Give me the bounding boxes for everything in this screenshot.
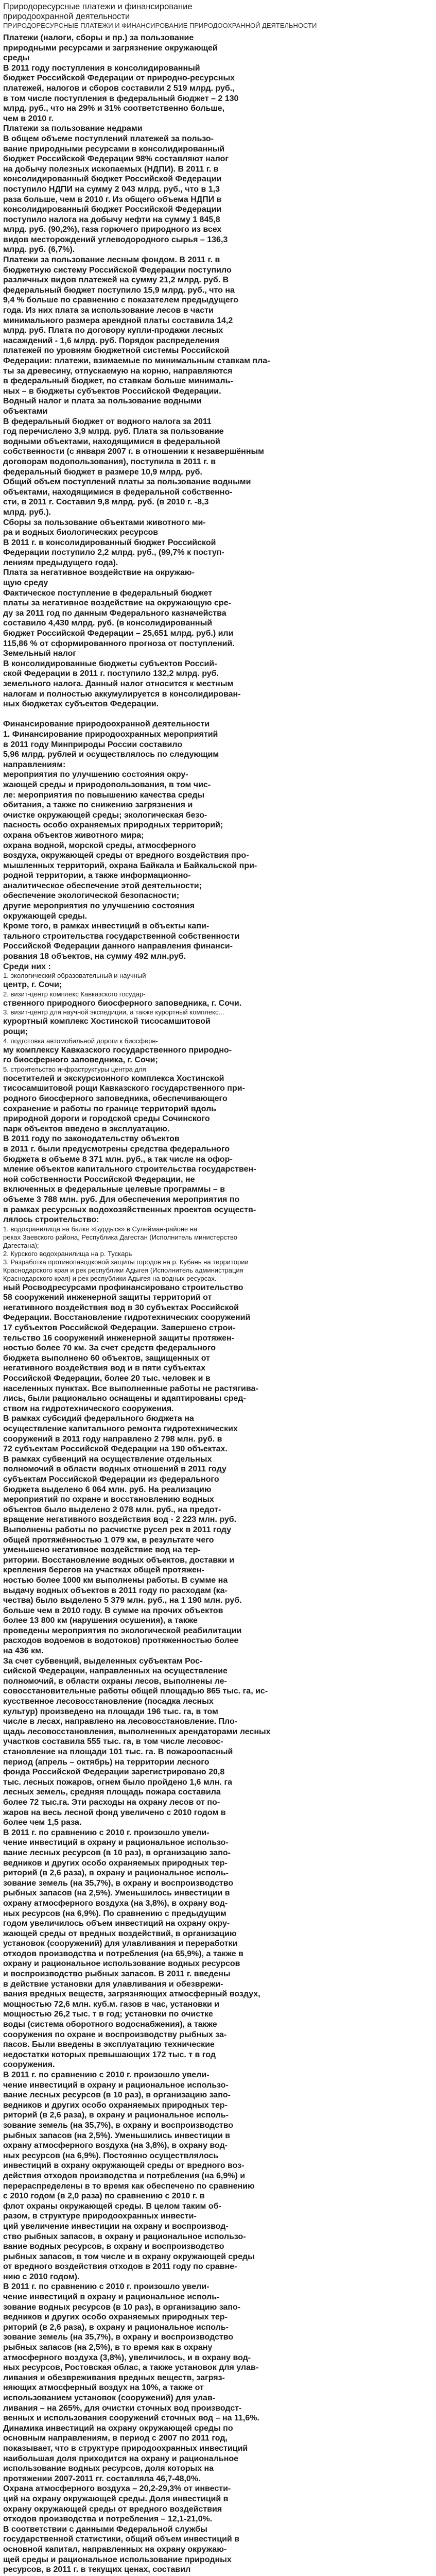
text-block: ный Росводресурсами профинансировано строительство 58 сооружений инженерной защиты территорий от негативного воздействия вод в 30 субъектах Российской Федерации. Восстановление гидротехнических сооружений 17 субъектов Российской Федерации. Завершено строи- тельство 16 сооружений инженерной защиты протяжен- ностью более 70 км. За счет средств федерального бюджета выполнено 60 объектов, защищенных от негативного воздействия вод и в пяти субъектах Российской Федерации, более 20 тыс. человек и в населенных пунктах. Все выполненные работы не растягива- лись, были рационально оснащены и адаптированы сред- ством на гидротехнического сооружения. В рамках субсидий федерального бюджета на осуществление капитального ремонта гидротехнических сооружений в 2011 году направлено 2 798 млн. руб. в 72 субъектам Российской Федерации на 190 объектах. В рамках субвенций на осуществление отдельных полномочий в области водных отношений в 2011 году субъектам Российской Федерации из федерального бюджета выделено 6 064 млн. руб. На реализацию мероприятий по охране и восстановлению водных объектов было выделено 2 078 млн. руб., на предот- вращение негативного воздействия вод - 2 223 млн. руб. Выполнены работы по расчистке русел рек в 2011 году общей протяжённостью 1 079 км, в результате чего уменьшено негативное воздействие вод на тер- ритории. Восстановление водных объектов, доставки и крепления берегов на участках общей протяжен- ностью более 1000 км выполнены работы. В сумме на выдачу водных объектов в 2011 году по расходам (ка- чества) было выделено 5 379 млн. руб., на 1 190 млн. руб. больше чем в 2010 году. В сумме на прочих объектов более 13 800 км (нарушения осушения), а также проведены мероприятия по экологической реабилитации расходов водоемов в водотоков) протяженностью более на 436 км. За счет субвенций, выделенных субъектам Рос- сийской Федерации, направленных на осуществление полномочий, в области охраны лесов, выполнены ле- совосстановительные работы общей площадью 865 тыс. га, ис- кусственное лесовосстановление (посадка лесных культур) произведено на площади 196 тыс. га, в том числе в лесах, направлено на лесовосстановление. Пло- щадь лесовосстановления, выполненных арендаторами лесных участков составила 555 тыс. га, в том числе лесовос- становление на площади 101 тыс. га. В пожароопасный период (апрель – октябрь) на территории лесного фонда Российской Федерации зарегистрировано 20,8 тыс. лесных пожаров, огнем было пройдено 1,6 млн. га лесных земель, средняя площадь пожара составила более 72 тыс.га. Эти расходы на охрану лесов от по- жаров на весь лесной фонд увеличено с 2010 годом в более чем 1,5 раза. В 2011 г. по сравнению с 2010 г. произошло увели- чение инвестиций в охрану и рациональное использо- вание лесных ресурсов (в 10 раз), в организацию запо- ведников и других особо охраняемых природных тер- риторий (в 2,6 раза), в охрану и рациональное исполь- зование земель (на 35,7%), в охрану и воспроизводство рыбных запасов (на 2,5%). Уменьшилось инвестиции в охрану атмосферного воздуха (на 3,8%), в охрану вод- ных ресурсов (на 6,9%). По сравнению с предыдущим годом увеличилось объем инвестиций на охрану окру- жающей среды от вредных воздействий, в организацию установок (сооружений) для улавливания и переработки отходов производства и потребления (на 65,9%), а также в охрану и рациональное использование водных ресурсов и воспроизводство рыбных запасов. В 2011 г. введены в действие установки для улавливания и обезврежи- вания вредных веществ, загрязняющих атмосферный воздух, мощностью 72,6 млн. куб.м. газов в час, установки и мощностью 26,2 тыс. т в год; установки по очистке воды (система оборотного водоснабжения), а также сооружения по охране и воспроизводству рыбных за- пасов. Были введены в эксплуатацию технические недостатки которых превышающих 172 тыс. т в год сооружения. В 2011 г. по сравнению с 2010 г. произошло увели- чение инвестиций в охрану и рациональное использо- вание лесных ресурсов (в 10 раз), в организацию запо- ведников и других особо охраняемых природных тер- риторий (в 2,6 раза), в охрану и рациональное исполь- зование земель (на 35,7%), в охрану и воспроизводство рыбных запасов (на 2,5%). Уменьшились инвестиции в охрану атмосферного воздуха (на 3,8%), в охрану вод- ных ресурсов (на 6,9%). Постоянно осуществлялось инвестиций в охрану окружающей среды от вредного воз- действия отходов производства и потребления (на 6,9%) и перераспределены в то время как обеспечено по сравнению с 2010 годом (в 2,0 раза) по сравнению с 2010 г. в флот охраны окружающей среды. В целом таким об- разом, в структуре природоохранных инвести- ций увеличение инвестиции на охрану и воспроизвод- ство рыбных запасов, в охрану и рациональное использо- вание водных ресурсов, в охрану и воспроизводство рыбных запасов, в том числе и в охрану окружающей среды от вредного воздействия отходов в 2011 году по сравне- нию с 2010 годом). В 2011 г. по сравнению с 2010 г. произошло увели- чение инвестиций в охрану и рациональное исполь- зование водных ресурсов (в 10 раз), в организацию запо- ведников и других особо охраняемых природных тер- риторий (в 2,6 раза), в охрану и рациональное исполь- зование земель (на 35,7%), в охрану и воспроизводство рыбных запасов (на 2,5%), в то время как в охрану атмосферного воздуха (3,8%), увеличилось, и в охрану вод- ных ресурсов, Ростовская облас, а также установок для улав- ливания и обезвреживания вредных веществ, загряз- няющих атмосферный воздух на 10%, а также от использованием установок (сооружений) для улав- ливания – на 265%, для очистки сточных вод производст- венных и использования сооружений сточных вод – на 11,6%. Динамика инвестиций на охрану окружающей среды по основным направлениям, в период с 2007 по 2011 год, показывает, что в структуре природоохранных инвестиций наибольшая доля приходится на охрану и рациональное использование водных ресурсов, доля которых на протяжении 2007-2011 гг. составляла 46,7-48,0%. Охрана атмосферного воздуха – 20,2-29,3% от инвести- ций на охрану окружающей среды. Доля инвестиций в охрану окружающей среды от вредного воздействия отходов производства и потребления – 12,1-21,0%. В соответствии с данными Федеральной службы государственной статистики, общий объем инвестиций в основной капитал, направленных на охрану окружаю- щей среды и рациональное использование природных ресурсов, в 2011 г. в текущих ценах, составил xyxy=(3,1283,271,2574)
document-subtitle: ПРИРОДОРЕСУРСНЫЕ ПЛАТЕЖИ И ФИНАНСИРОВАНИЕ ПРИРОДООХРАННОЙ ДЕЯТЕЛЬНОСТИ xyxy=(3,22,317,29)
text-block: Платежи (налоги, сборы и пр.) за пользование природными ресурсами и загрязнение окружающей среды В 2011 году поступления в консолидированный бюджет Российской Федерации от природно-ресурсных платежей, налогов и сборов составили 2 519 млрд. руб., в том числе поступления в федеральный бюджет – 2 130 млрд. руб., что на 29% и 31% соответственно больше, чем в 2010 г. Платежи за пользование недрами В общем объеме поступлений платежей за пользо- вание природными ресурсами в консолидированный бюджет Российской Федерации 98% составляют налог на добычу полезных ископаемых (НДПИ). В 2011 г. в консолидированный бюджет Российской Федерации поступило НДПИ на сумму 2 043 млрд. руб., что в 1,3 раза больше, чем в 2010 г. Из общего объема НДПИ в консолидированный бюджет Российской Федерации поступило налога на добычу нефти на сумму 1 845,8 млрд. руб. (90,2%), газа горючего природного из всех видов месторождений углеводородного сырья – 136,3 млрд. руб. (6,7%). Платежи за пользование лесным фондом. В 2011 г. в бюджетную систему Российской Федерации поступило различных видов платежей на сумму 21,2 млрд. руб. В федеральный бюджет поступило 15,9 млрд. руб., что на 9,4 % больше по сравнению с показателем предыдущего года. Из них плата за использование лесов в части минимального размера арендной платы составила 14,2 млрд. руб. Плата по договору купли-продажи лесных насаждений - 1,6 млрд. руб. Порядок распределения платежей по уровням бюджетной системы Российской Федерации: платежи, взимаемые по минимальным ставкам пла- ты за древесину, отпускаемую на корню, направляются в федеральный бюджет, по ставкам больше минималь- ных – в бюджеты субъектов Российской Федерации. Водный налог и плата за пользование водными объектами В федеральный бюджет от водного налога за 2011 год перечислено 3,9 млрд. руб. Плата за пользование водными объектами, находящимися в федеральной собственности (с января 2007 г. в отношении к незавершённым договорам водопользования), поступила в 2011 г. в федеральный бюджет в размере 10,9 млрд. руб. Общий объем поступлений платы за пользование водными объектами, находящимися в федеральной собственно- сти, в 2011 г. Составил 9,8 млрд. руб. (в 2010 г. -8,3 млрд. руб.). Сборы за пользование объектами животного ми- ра и водных биологических ресурсов В 2011 г. в консолидированный бюджет Российской Федерации поступило 2,2 млрд. руб., (99,7% к поступ- лениям предыдущего года). Плата за негативное воздействие на окружаю- щую среду Фактическое поступление в федеральный бюджет платы за негативное воздействие на окружающую сре- ду за 2011 год по данным Федерального казначейства составило 4,430 млрд. руб. (в консолидированный бюджет Российской Федерации – 25,651 млрд. руб.) или 115,86 % от сформированного прогноза от поступлений. Земельный налог В консолидированные бюджеты субъектов Россий- ской Федерации в 2011 г. поступило 132,2 млрд. руб. земельного налога. Данный налог относится к местным налогам и полностью аккумулируется в консолидирован- ных бюджетах субъектов Федерации. Финансирование природоохранной деятельности 1. Финансирование природоохранных мероприятий в 2011 году Минприроды России составило 5,96 млрд. рублей и осуществлялось по следующим направлениям: мероприятия по улучшению состояния окру- жающей среды и природопользования, в том чис- ле: мероприятия по повышению качества среды обитания, а также по снижению загрязнения и очистке окружающей среды; экологическая безо- пасность особо охраняемых природных территорий; охрана объектов животного мира; охрана водной, морской среды, атмосферного воздуха, окружающей среды от вредного воздействия про- мышленных территорий, охрана Байкала и Байкальской при- родной территории, а также информационно- аналитическое обеспечение этой деятельности; обеспечение экологической безопасности; другие мероприятия по улучшению состояния окружающей среды. Кроме того, в рамках инвестиций в объекты капи- тального строительства государственной собственности Российской Федерации данного направления финанси- рования 18 объектов, на сумму 492 млн.руб. Среди них : xyxy=(3,33,270,971)
document-body xyxy=(3,33,432,2576)
text-block: посетителей и экскурсионного комплекса Хостинской тисосамшитовой рощи Кавказского государственного при- родного биосферного заповедника, обеспечивающего сохранение и работы по границе территорий вдоль природной дороги и городской среды Сочинского парк объектов введено в эксплуатацию. В 2011 году по законодательству объектов в 2011 г. были предусмотрены средства федерального бюджета в объеме 8 371 млн. руб., а так числе на офор- мление объектов капитального строительства государствен- ной собственности Российской Федерации, не включенных в федеральные целевые программы – в объеме 3 788 млн. руб. Для обеспечения мероприятия по в рамках ресурсных водохозяйственных проектов осуществ- лялось строительство: xyxy=(3,1074,256,1225)
list-block: 3. визит-центр для научной экспедиции, а также курортный комплекс... xyxy=(3,1008,224,1016)
text-block: ственного природного биосферного заповедника, г. Сочи. xyxy=(3,998,242,1008)
list-block: 2. визит-центр комплекс Кавказского государ- xyxy=(3,990,146,998)
text-block: центр, г. Сочи; xyxy=(3,980,62,990)
text-block: курортный комплекс Хостинской тисосамшитовой рощи; xyxy=(3,1017,211,1036)
list-block: 4. подготовка автомобильной дороги к биосферн- xyxy=(3,1037,158,1045)
document-title: Природоресурсные платежи и финансирование природоохранной деятельности xyxy=(3,2,193,21)
list-block: 1. экологический образовательный и научный xyxy=(3,972,146,980)
list-block: 1. водохранилища на балке «Бурдыск» в Сулейман-районе на реках Заевского района, Республика Дагестан (Исполнитель министерство Дагестана); 2. Курского водохранилища на р. Тускарь 3. Разработка противопаводковой защиты городов на р. Кубань на территории Краснодарского края и рек республики Адыгея (Исполнитель администрация Краснодарского края) и рек республики Адыгея на водных ресурсах. xyxy=(3,1225,249,1282)
text-block: му комплексу Кавказского государственного природно- го биосферного заповедника, г. Сочи; xyxy=(3,1045,232,1065)
list-block: 5. строительство инфраструктуры центра для xyxy=(3,1065,146,1073)
